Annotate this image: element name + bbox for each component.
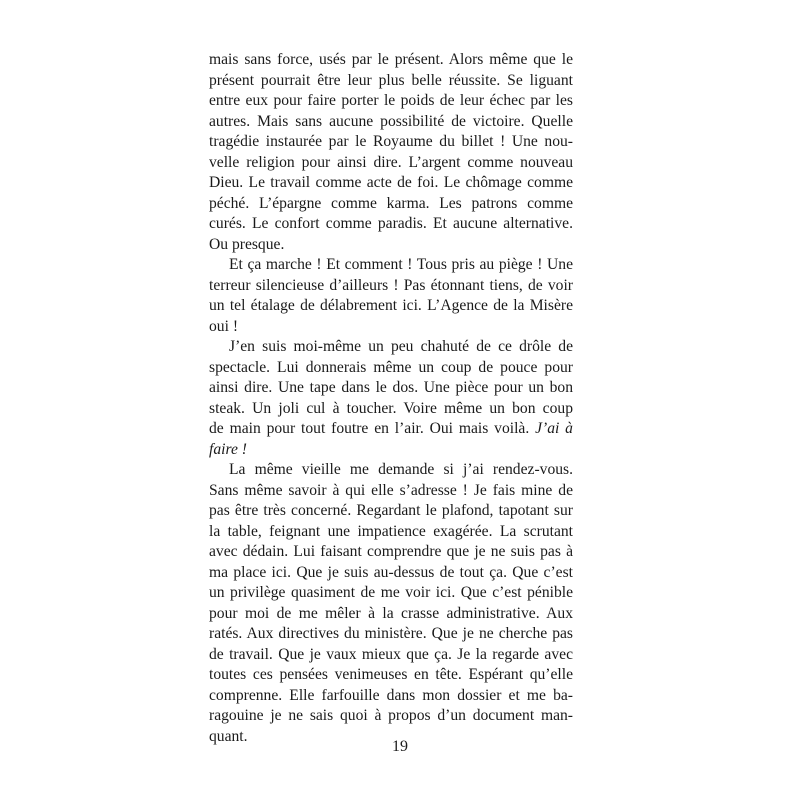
text-line: Ou presque. bbox=[209, 235, 285, 253]
text-line: Sans même savoir à qui elle s’adresse ! Je fais mine de bbox=[209, 481, 573, 499]
text-line: curés. Le confort comme paradis. Et aucune alternative. bbox=[209, 215, 573, 232]
text-line: La même vieille me demande si j’ai rendez-vous. bbox=[229, 461, 573, 478]
text-line: ma place ici. Que je suis au-dessus de tout ça. Que c’est bbox=[209, 563, 573, 581]
text-line: Et ça marche ! Et comment ! Tous pris au piège ! Une bbox=[229, 256, 573, 273]
text-line: un privilège quasiment de me voir ici. Que c’est pénible bbox=[209, 584, 573, 601]
text-line: steak. Un joli cul à toucher. Voire même un bon coup bbox=[209, 399, 573, 417]
text-line: un tel étalage de délabrement ici. L’Agence de la Misère bbox=[209, 297, 573, 314]
text-line: ragouine je ne sais quoi à propos d’un document man- bbox=[209, 707, 573, 724]
text-line: autres. Mais sans aucune possibilité de victoire. Quelle bbox=[209, 112, 573, 130]
text-line: la table, feignant une impatience exagérée. La scrutant bbox=[209, 522, 573, 540]
text-line: ratés. Aux directives du ministère. Que je ne cherche pas bbox=[209, 625, 573, 642]
text-line: comprenne. Elle farfouille dans mon dossier et me ba- bbox=[209, 686, 573, 704]
italic-phrase: faire ! bbox=[209, 440, 247, 458]
text-line: tragédie instaurée par le Royaume du billet ! Une nou- bbox=[209, 133, 573, 150]
text-line: Dieu. Le travail comme acte de foi. Le chômage comme bbox=[209, 174, 573, 191]
text-line: de travail. Que je vaux mieux que ça. Je la regarde avec bbox=[209, 645, 573, 663]
text-line-with-italic bbox=[209, 419, 573, 440]
text-line: toutes ces pensées venimeuses en tête. Espérant qu’elle bbox=[209, 666, 573, 683]
text-line: pour moi de me mêler à la crasse administrative. Aux bbox=[209, 604, 573, 622]
text-line: oui ! bbox=[209, 317, 239, 335]
text-line: quant. bbox=[209, 727, 248, 745]
text-line: ainsi dire. Une tape dans le dos. Une pièce pour un bon bbox=[209, 379, 573, 396]
paragraph-2 bbox=[209, 255, 573, 337]
text-line: mais sans force, usés par le présent. Alors même que le bbox=[209, 51, 573, 68]
text-line bbox=[209, 440, 573, 461]
text-line: avec dédain. Lui faisant comprendre que je ne suis pas à bbox=[209, 543, 573, 560]
text-line: J’en suis moi-même un peu chahuté de ce drôle de bbox=[229, 338, 573, 355]
body-text bbox=[209, 50, 573, 747]
text-line: terreur silencieuse d’ailleurs ! Pas étonnant tiens, de voir bbox=[209, 276, 573, 294]
text-line: pas être très concerné. Regardant le plafond, tapotant sur bbox=[209, 502, 573, 519]
text-line: entre eux pour faire porter le poids de leur échec par les bbox=[209, 92, 573, 109]
paragraph-1 bbox=[209, 50, 573, 255]
italic-phrase: J’ai à bbox=[535, 420, 573, 437]
paragraph-3 bbox=[209, 337, 573, 460]
text-line: spectacle. Lui donnerais même un coup de pouce pour bbox=[209, 358, 573, 376]
page-number: 19 bbox=[392, 738, 408, 755]
text-segment: de main pour tout foutre en l’air. Oui mais voilà. bbox=[209, 420, 530, 437]
text-line: péché. L’épargne comme karma. Les patrons comme bbox=[209, 194, 573, 212]
text-line: présent pourrait être leur plus belle réussite. Se liguant bbox=[209, 71, 573, 89]
text-line: velle religion pour ainsi dire. L’argent comme nouveau bbox=[209, 153, 573, 171]
paragraph-4 bbox=[209, 460, 573, 747]
